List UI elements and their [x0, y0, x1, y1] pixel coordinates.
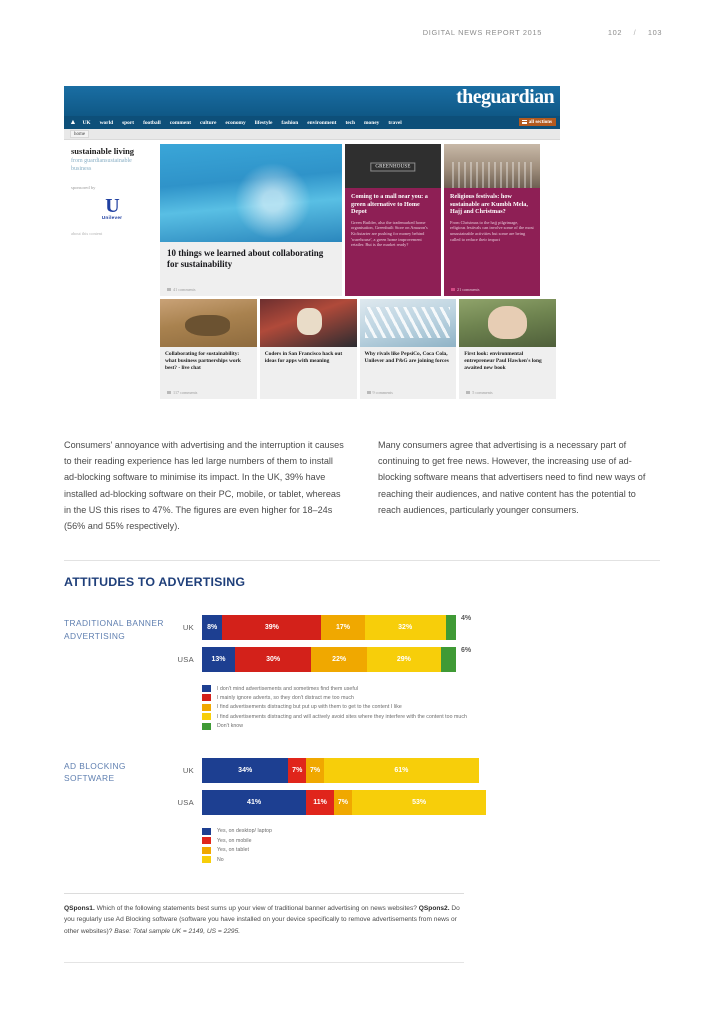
hamburger-icon — [522, 120, 527, 125]
legend-item — [202, 694, 660, 701]
body-copy — [64, 437, 660, 534]
nav-item-culture[interactable]: culture — [200, 119, 217, 126]
comment-count-label: 5 comments — [472, 390, 493, 395]
legend-item — [202, 828, 660, 835]
sidebar-from: from guardiansustainable business — [71, 158, 132, 172]
report-title: DIGITAL NEWS REPORT 2015 — [422, 28, 542, 37]
page-bottom-divider — [64, 962, 464, 963]
question-1-label: QSpons1. — [64, 905, 95, 912]
article-card-lead[interactable] — [160, 144, 342, 296]
comment-icon — [167, 288, 171, 291]
legend-label: Yes, on tablet — [217, 847, 249, 854]
comment-count — [367, 390, 393, 395]
article-image-storefront — [345, 144, 441, 188]
legend-swatch — [202, 694, 211, 701]
legend-item — [202, 847, 660, 854]
chart-title: ATTITUDES TO ADVERTISING — [64, 575, 246, 589]
row-label: USA — [177, 797, 194, 807]
legend-item — [202, 685, 660, 692]
nav-item-tech[interactable]: tech — [345, 119, 356, 126]
all-sections-button[interactable] — [519, 118, 556, 126]
bar-segment: 32% — [365, 615, 446, 640]
section-divider — [64, 560, 660, 561]
nav-item-uk[interactable]: UK — [82, 119, 91, 126]
comment-count-label: 117 comments — [173, 390, 198, 395]
running-head — [0, 28, 724, 37]
sponsor-sidebar — [64, 140, 160, 404]
guardian-wordmark: theguardian — [456, 86, 554, 108]
nav-item-football[interactable]: football — [143, 119, 161, 126]
article-image-festival — [444, 144, 540, 188]
chart-group-label: TRADITIONAL BANNER ADVERTISING — [64, 618, 164, 641]
legend-label: I find advertisements distracting but put up with them to get to the content I like — [217, 704, 402, 711]
bar-segment — [441, 647, 456, 672]
nav-item-economy[interactable]: economy — [225, 119, 246, 126]
article-headline: Coming to a mall near you: a green alternative to Home Depot — [351, 193, 428, 216]
comment-count — [167, 287, 195, 292]
bar-segment: 30% — [235, 647, 311, 672]
comment-count — [167, 390, 197, 395]
legend-swatch — [202, 837, 211, 844]
legend-swatch — [202, 704, 211, 711]
row-label: UK — [182, 765, 194, 775]
chart-group-ad-blocking — [64, 758, 660, 822]
article-card[interactable] — [160, 299, 257, 399]
nav-item-comment[interactable]: comment — [169, 119, 191, 126]
comment-icon — [451, 288, 455, 291]
body-column-right — [378, 437, 660, 534]
nav-item-money[interactable]: money — [364, 119, 380, 126]
bar-segment: 22% — [311, 647, 367, 672]
article-image-animal — [160, 299, 257, 347]
chart-rows — [164, 758, 660, 822]
nav-item-lifestyle[interactable]: lifestyle — [254, 119, 273, 126]
site-body — [64, 140, 560, 404]
article-image-bottles — [360, 299, 457, 347]
bar-segment: 7% — [306, 758, 324, 783]
breadcrumb — [64, 129, 560, 140]
stacked-bar — [202, 758, 479, 783]
stacked-bar — [202, 615, 471, 640]
bar-segment: 13% — [202, 647, 235, 672]
chart-row-uk — [164, 615, 660, 640]
bar-segment — [446, 615, 456, 640]
bar-segment: 29% — [367, 647, 441, 672]
chart-legend-ad-blocking — [202, 828, 660, 863]
sponsored-by-label: sponsored by — [71, 185, 96, 190]
chart-rows — [164, 615, 660, 679]
legend-swatch — [202, 685, 211, 692]
bar-segment-label: 4% — [460, 615, 472, 622]
legend-label: I mainly ignore adverts, so they don't distract me too much — [217, 694, 354, 701]
chart-group-label: AD BLOCKING SOFTWARE — [64, 760, 126, 784]
article-card[interactable] — [459, 299, 556, 399]
article-row-primary — [160, 144, 556, 296]
legend-label: I don't mind advertisements and sometimes find them useful — [217, 685, 358, 692]
storefront-sign: GREENHOUSE — [370, 162, 415, 171]
article-headline: Coders in San Francisco hack out ideas for apps with meaning — [264, 351, 343, 364]
bar-segment: 34% — [202, 758, 288, 783]
legend-swatch — [202, 723, 211, 730]
chart-row-uk — [164, 758, 660, 783]
chart-section — [64, 560, 660, 866]
legend-label: I find advertisements distracting and will actively avoid sites where they interfere with the content too much — [217, 713, 467, 720]
about-this-content-link[interactable]: about this content — [71, 231, 103, 236]
base-text: Base: Total sample UK = 2149, US = 2295. — [114, 927, 241, 935]
article-headline: 10 things we learned about collaborating for sustainability — [167, 248, 324, 269]
article-card[interactable] — [260, 299, 357, 399]
legend-swatch — [202, 847, 211, 854]
guardian-website-screenshot — [64, 86, 560, 404]
bar-segment: 8% — [202, 615, 222, 640]
bar-segment: 7% — [334, 790, 352, 815]
home-icon[interactable]: ▲ — [69, 119, 77, 126]
nav-item-sport[interactable]: sport — [122, 119, 135, 126]
legend-item — [202, 837, 660, 844]
body-column-left — [64, 437, 346, 534]
article-image-swimmer — [160, 144, 342, 242]
article-image-portrait — [459, 299, 556, 347]
site-masthead — [64, 86, 560, 116]
page-separator: / — [633, 28, 637, 37]
legend-label: Don't know — [217, 723, 244, 730]
breadcrumb-home[interactable]: home — [70, 130, 89, 138]
chart-legend-banner-advertising — [202, 685, 660, 730]
article-standfirst: Green Builder, also the trademarked home organisation, Greenbuilt Store on Amazon's Kickstarter are pushing for money behind 'warehouse', a green home improvement retailer. But is the market ready? — [351, 219, 428, 248]
row-label: USA — [177, 655, 194, 664]
unilever-mark-icon: U — [105, 195, 119, 217]
comment-count — [466, 390, 492, 395]
chart-group-banner-advertising — [64, 615, 660, 679]
nav-item-travel[interactable]: travel — [388, 119, 402, 126]
article-card[interactable] — [360, 299, 457, 399]
comment-icon — [167, 391, 171, 394]
bar-segment: 53% — [352, 790, 487, 815]
stacked-bar — [202, 790, 486, 815]
sponsor-name: Unilever — [101, 216, 123, 221]
question-1-text: Which of the following statements best sums up your view of traditional banner advertising on news websites? — [94, 905, 419, 912]
article-headline: First look: environmental entrepreneur Paul Hawken's long awaited new book — [464, 351, 542, 371]
comment-icon — [367, 391, 371, 394]
chart-row-usa — [164, 647, 660, 672]
bar-segment: 11% — [306, 790, 334, 815]
comment-count — [451, 287, 479, 292]
legend-item — [202, 713, 660, 720]
article-row-secondary — [160, 299, 556, 399]
comment-count-label: 21 comments — [457, 287, 480, 292]
nav-item-world[interactable]: world — [99, 119, 114, 126]
footnote-divider — [64, 893, 464, 894]
bar-segment: 17% — [321, 615, 364, 640]
chart-row-usa — [164, 790, 660, 815]
legend-swatch — [202, 856, 211, 863]
bar-segment: 41% — [202, 790, 306, 815]
article-headline: Collaborating for sustainability: what business partnerships work best? - live chat — [165, 351, 241, 371]
nav-item-fashion[interactable]: fashion — [281, 119, 299, 126]
article-headline: Why rivals like PepsiCo, Coca Cola, Unilever and P&G are joining forces — [364, 351, 449, 364]
article-card-home-depot[interactable] — [345, 144, 441, 296]
sidebar-title: sustainable living — [71, 146, 135, 156]
bar-segment-label: 6% — [460, 647, 472, 654]
question-2-label: QSpons2. — [418, 905, 450, 912]
legend-label: Yes, on mobile — [217, 837, 252, 844]
chart-footnote — [64, 893, 464, 937]
comment-count-label: 41 comments — [173, 287, 196, 292]
page-number-right: 103 — [647, 28, 663, 37]
article-standfirst: From Christmas to the hajj pilgrimage, religious festivals can involve some of the most unsustainable activities but some are being called to reduce their impact — [450, 219, 534, 242]
legend-item — [202, 856, 660, 863]
legend-label: No — [217, 856, 224, 863]
row-label: UK — [182, 623, 194, 632]
page-number-left: 102 — [607, 28, 623, 37]
comment-icon — [466, 391, 470, 394]
question-2-text: Do you regularly use Ad Blocking software (software you have installed on your device specifically to remove advertisements from news or other websites)? — [64, 905, 460, 935]
stacked-bar — [202, 647, 471, 672]
chart-spacer — [64, 732, 660, 758]
article-grid — [160, 140, 560, 404]
legend-item — [202, 704, 660, 711]
article-headline: Religious festivals: how sustainable are Kumbh Mela, Hajj and Christmas? — [450, 193, 528, 216]
body-paragraph-left: Consumers' annoyance with advertising and the interruption it causes to their reading experience has led large numbers of them to install ad-blocking software to minimise its impact. In the UK, 39% have installed ad-blocking software on their PC, mobile, or tablet, whereas in the US this rises to 47%. The figures are even higher for 18–24s (56% and 55% respectively). — [64, 440, 344, 532]
all-sections-label: all sections — [528, 119, 552, 125]
bar-segment: 7% — [288, 758, 306, 783]
bar-segment: 61% — [324, 758, 479, 783]
footnote-text — [64, 903, 464, 937]
bar-segment: 39% — [222, 615, 321, 640]
legend-label: Yes, on desktop/ laptop — [217, 828, 272, 835]
article-card-festivals[interactable] — [444, 144, 540, 296]
nav-item-environment[interactable]: environment — [307, 119, 337, 126]
legend-swatch — [202, 713, 211, 720]
legend-item — [202, 723, 660, 730]
comment-count-label: 9 comments — [372, 390, 393, 395]
article-image-coders — [260, 299, 357, 347]
site-navigation — [64, 116, 560, 129]
body-paragraph-right: Many consumers agree that advertising is a necessary part of continuing to get free news. However, the increasing use of ad-blocking software means that advertisers need to find new ways of reaching their audiences, and native content has the potential to reach audiences, particularly younger consumers. — [378, 440, 646, 515]
sponsor-logo — [71, 196, 153, 221]
legend-swatch — [202, 828, 211, 835]
